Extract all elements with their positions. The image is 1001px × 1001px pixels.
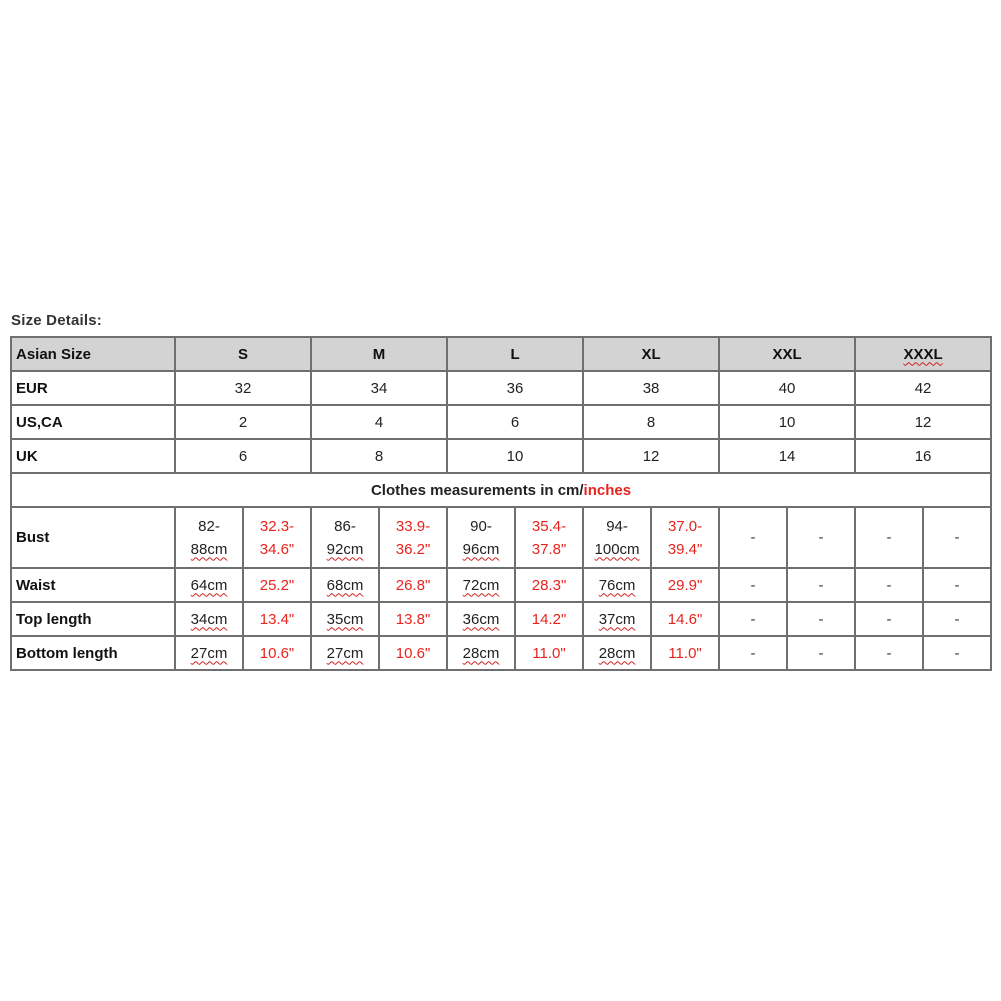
table-row: [11, 602, 991, 636]
cell-text: 100cm: [594, 540, 640, 558]
table-cell: 10: [719, 405, 855, 439]
table-cell: 10.6": [379, 636, 447, 670]
table-cell: [175, 636, 243, 670]
table-cell: -: [719, 507, 787, 568]
table-cell: [447, 602, 515, 636]
cell-line: [312, 538, 378, 561]
cell-line: 35.4-: [531, 517, 567, 535]
table-cell: [175, 507, 243, 568]
table-cell: 12: [855, 405, 991, 439]
page-title: Size Details:: [11, 312, 102, 329]
table-cell: [447, 507, 515, 568]
table-cell: [311, 568, 379, 602]
table-header-row: [11, 337, 991, 371]
table-cell: 13.8": [379, 602, 447, 636]
cell-text: 28cm: [598, 644, 636, 662]
cell-text: 27cm: [190, 644, 228, 662]
cell-line: 34.6": [259, 540, 295, 558]
table-cell: 8: [583, 405, 719, 439]
size-header-l: L: [447, 337, 583, 371]
table-cell: -: [923, 568, 991, 602]
table-cell: -: [923, 507, 991, 568]
table-cell: -: [855, 602, 923, 636]
cell-line: [448, 538, 514, 561]
row-label: Waist: [11, 568, 175, 602]
table-cell: -: [719, 568, 787, 602]
cell-text: 35cm: [326, 610, 364, 628]
table-cell: [447, 568, 515, 602]
table-cell: [651, 507, 719, 568]
table-cell: -: [787, 636, 855, 670]
cell-text: 92cm: [326, 540, 364, 558]
table-cell: [175, 568, 243, 602]
cell-text: 68cm: [326, 576, 364, 594]
row-label: EUR: [11, 371, 175, 405]
table-cell: 25.2": [243, 568, 311, 602]
table-cell: 36: [447, 371, 583, 405]
table-cell: 2: [175, 405, 311, 439]
section-heading-inches: inches: [583, 481, 632, 499]
cell-line: 32.3-: [259, 517, 295, 535]
table-row: [11, 405, 991, 439]
table-cell: -: [923, 636, 991, 670]
cell-text: 34cm: [190, 610, 228, 628]
cell-text: 36cm: [462, 610, 500, 628]
table-cell: [311, 636, 379, 670]
cell-line: 37.0-: [667, 517, 703, 535]
table-cell: 34: [311, 371, 447, 405]
size-header-s: S: [175, 337, 311, 371]
table-cell: -: [923, 602, 991, 636]
table-cell: 28.3": [515, 568, 583, 602]
cell-line: 82-: [198, 517, 220, 535]
table-cell: 29.9": [651, 568, 719, 602]
cell-text: 37cm: [598, 610, 636, 628]
size-header-xxxl: XXXL: [903, 345, 943, 363]
table-cell: 38: [583, 371, 719, 405]
table-cell: [583, 568, 651, 602]
table-cell: 14.2": [515, 602, 583, 636]
table-cell: 6: [447, 405, 583, 439]
cell-line: [584, 538, 650, 561]
table-row: [11, 439, 991, 473]
section-heading: [11, 473, 991, 507]
cell-line: 86-: [334, 517, 356, 535]
cell-line: 90-: [470, 517, 492, 535]
table-cell: -: [719, 636, 787, 670]
table-cell: [515, 507, 583, 568]
size-header-m: M: [311, 337, 447, 371]
table-cell: -: [855, 568, 923, 602]
table-cell: -: [787, 568, 855, 602]
table-row: [11, 636, 991, 670]
cell-line: 39.4": [667, 540, 703, 558]
table-cell: [583, 507, 651, 568]
table-cell: 11.0": [651, 636, 719, 670]
cell-text: 76cm: [598, 576, 636, 594]
cell-text: 64cm: [190, 576, 228, 594]
table-cell: [379, 507, 447, 568]
table-cell: 26.8": [379, 568, 447, 602]
table-cell: -: [719, 602, 787, 636]
table-cell: 10.6": [243, 636, 311, 670]
row-label: Bust: [11, 507, 175, 568]
table-cell: 16: [855, 439, 991, 473]
table-cell: -: [855, 507, 923, 568]
table-cell: 8: [311, 439, 447, 473]
table-cell: [175, 602, 243, 636]
cell-line: [176, 538, 242, 561]
cell-text: 72cm: [462, 576, 500, 594]
cell-line: 33.9-: [395, 517, 431, 535]
table-cell: [243, 507, 311, 568]
row-label: Bottom length: [11, 636, 175, 670]
table-cell: [447, 636, 515, 670]
cell-text: 28cm: [462, 644, 500, 662]
row-label: US,CA: [11, 405, 175, 439]
section-heading-prefix: Clothes measurements in cm/: [370, 481, 584, 499]
table-cell: 32: [175, 371, 311, 405]
cell-text: 96cm: [462, 540, 500, 558]
table-cell: [583, 602, 651, 636]
table-cell: 6: [175, 439, 311, 473]
table-cell: 14.6": [651, 602, 719, 636]
size-header-xl: XL: [583, 337, 719, 371]
table-cell: [311, 507, 379, 568]
table-cell: -: [787, 602, 855, 636]
size-chart-table: [10, 336, 992, 671]
row-label: UK: [11, 439, 175, 473]
table-cell: 4: [311, 405, 447, 439]
header-label: Asian Size: [11, 337, 175, 371]
table-cell: 42: [855, 371, 991, 405]
table-cell: [311, 602, 379, 636]
table-cell: [583, 636, 651, 670]
table-cell: 14: [719, 439, 855, 473]
table-cell: 11.0": [515, 636, 583, 670]
cell-line: 36.2": [395, 540, 431, 558]
table-cell: -: [855, 636, 923, 670]
table-cell: 13.4": [243, 602, 311, 636]
cell-text: 88cm: [190, 540, 228, 558]
table-cell: 10: [447, 439, 583, 473]
table-row: [11, 371, 991, 405]
section-row: [11, 473, 991, 507]
table-cell: 12: [583, 439, 719, 473]
row-label: Top length: [11, 602, 175, 636]
size-header-xxl: XXL: [719, 337, 855, 371]
table-cell: -: [787, 507, 855, 568]
table-row: [11, 507, 991, 568]
cell-line: 37.8": [531, 540, 567, 558]
table-row: [11, 568, 991, 602]
table-cell: 40: [719, 371, 855, 405]
cell-text: 27cm: [326, 644, 364, 662]
cell-line: 94-: [606, 517, 628, 535]
